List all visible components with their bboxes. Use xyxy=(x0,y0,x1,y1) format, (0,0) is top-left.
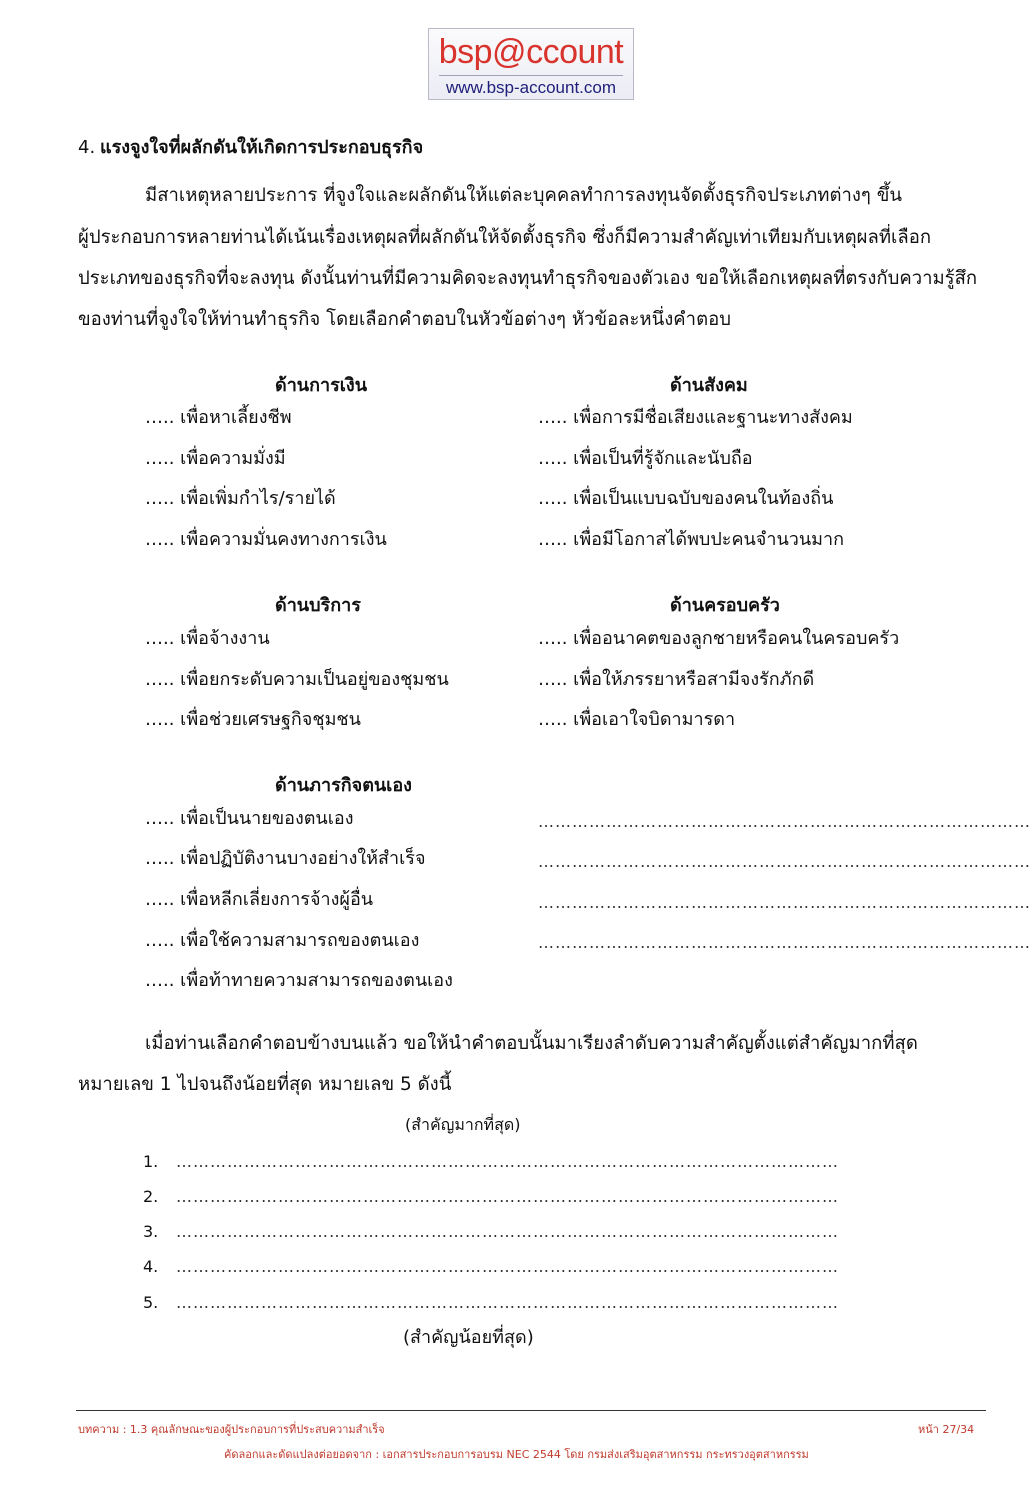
intro-line-3: ประเภทของธุรกิจที่จะลงทุน ดังนั้นท่านที่มีความคิดจะลงทุนทำธุรกิจของตัวเอง ขอให้เลือกเหตุผลที่ตรงกับความรู้สึก xyxy=(78,268,978,289)
rank-answer-line[interactable]: ……………………………………………………………………………………………………… xyxy=(176,1257,839,1276)
logo-brand: bsp@ccount xyxy=(438,33,624,71)
group-personal-title: ด้านภารกิจตนเอง xyxy=(275,775,412,796)
rank-bottom-label: (สำคัญน้อยที่สุด) xyxy=(403,1327,534,1348)
personal-option: ….. เพื่อหลีกเลี่ยงการจ้างผู้อื่น xyxy=(145,889,374,910)
intro-line-2: ผู้ประกอบการหลายท่านได้เน้นเรื่องเหตุผลที่ผลักดันให้จัดตั้งธุรกิจ ซึ่งก็มีความสำคัญเท่าเทียมกับเหตุผลที่เลือก xyxy=(78,227,932,248)
finance-option: ….. เพื่อความมั่นคงทางการเงิน xyxy=(145,529,387,550)
personal-option: ….. เพื่อปฏิบัติงานบางอย่างให้สำเร็จ xyxy=(145,848,426,869)
write-in-line[interactable]: …………………………………………………………………………… xyxy=(538,933,1031,952)
logo-divider xyxy=(439,75,623,76)
group-service-title: ด้านบริการ xyxy=(275,595,361,616)
footer-source: คัดลอกและดัดแปลงต่อยอดจาก : เอกสารประกอบการอบรม NEC 2544 โดย กรมส่งเสริมอุตสาหกรรม กระทรวงอุตสาหกรรม xyxy=(224,1448,809,1461)
social-option: ….. เพื่อเป็นแบบฉบับของคนในท้องถิ่น xyxy=(538,488,834,509)
ranking-instruction-1: เมื่อท่านเลือกคำตอบข้างบนแล้ว ขอให้นำคำตอบนั้นมาเรียงลำดับความสำคัญตั้งแต่สำคัญมากที่สุด xyxy=(145,1033,918,1054)
finance-option: ….. เพื่อหาเลี้ยงชีพ xyxy=(145,407,292,428)
logo xyxy=(428,28,634,100)
section-title: แรงจูงใจที่ผลักดันให้เกิดการประกอบธุรกิจ xyxy=(100,137,424,158)
group-finance-title: ด้านการเงิน xyxy=(275,375,368,396)
personal-option: ….. เพื่อใช้ความสามารถของตนเอง xyxy=(145,930,420,951)
rank-answer-line[interactable]: ……………………………………………………………………………………………………… xyxy=(176,1293,839,1312)
intro-line-4: ของท่านที่จูงใจให้ท่านทำธุรกิจ โดยเลือกคำตอบในหัวข้อต่างๆ หัวข้อละหนึ่งคำตอบ xyxy=(78,309,731,330)
personal-option: ….. เพื่อเป็นนายของตนเอง xyxy=(145,808,354,829)
section-number: 4. xyxy=(78,137,96,158)
logo-url: www.bsp-account.com xyxy=(445,78,617,97)
service-option: ….. เพื่อยกระดับความเป็นอยู่ของชุมชน xyxy=(145,669,449,690)
rank-answer-line[interactable]: ……………………………………………………………………………………………………… xyxy=(176,1187,839,1206)
rank-number: 1. xyxy=(143,1152,159,1171)
personal-option: ….. เพื่อท้าทายความสามารถของตนเอง xyxy=(145,970,453,991)
social-option: ….. เพื่อการมีชื่อเสียงและฐานะทางสังคม xyxy=(538,407,853,428)
write-in-line[interactable]: …………………………………………………………………………… xyxy=(538,893,1031,912)
footer-page-number: หน้า 27/34 xyxy=(918,1423,975,1436)
write-in-line[interactable]: …………………………………………………………………………… xyxy=(538,812,1031,831)
group-family-title: ด้านครอบครัว xyxy=(670,595,780,616)
finance-option: ….. เพื่อเพิ่มกำไร/รายได้ xyxy=(145,488,336,509)
footer-divider xyxy=(76,1410,986,1411)
family-option: ….. เพื่อให้ภรรยาหรือสามีจงรักภักดี xyxy=(538,669,815,690)
service-option: ….. เพื่อช่วยเศรษฐกิจชุมชน xyxy=(145,709,361,730)
rank-answer-line[interactable]: ……………………………………………………………………………………………………… xyxy=(176,1222,839,1241)
rank-number: 2. xyxy=(143,1187,159,1206)
rank-number: 3. xyxy=(143,1222,159,1241)
ranking-instruction-2: หมายเลข 1 ไปจนถึงน้อยที่สุด หมายเลข 5 ดังนี้ xyxy=(78,1074,452,1095)
social-option: ….. เพื่อมีโอกาสได้พบปะคนจำนวนมาก xyxy=(538,529,845,550)
family-option: ….. เพื่ออนาคตของลูกชายหรือคนในครอบครัว xyxy=(538,628,900,649)
service-option: ….. เพื่อจ้างงาน xyxy=(145,628,270,649)
intro-line-1: มีสาเหตุหลายประการ ที่จูงใจและผลักดันให้แต่ละบุคคลทำการลงทุนจัดตั้งธุรกิจประเภทต่างๆ ขึ้น xyxy=(145,185,903,206)
rank-number: 5. xyxy=(143,1293,159,1312)
family-option: ….. เพื่อเอาใจบิดามารดา xyxy=(538,709,736,730)
rank-top-label: (สำคัญมากที่สุด) xyxy=(405,1115,521,1134)
social-option: ….. เพื่อเป็นที่รู้จักและนับถือ xyxy=(538,448,753,469)
group-social-title: ด้านสังคม xyxy=(670,375,748,396)
footer-article: บทความ : 1.3 คุณลักษณะของผู้ประกอบการที่ประสบความสำเร็จ xyxy=(78,1423,385,1436)
rank-answer-line[interactable]: ……………………………………………………………………………………………………… xyxy=(176,1152,839,1171)
finance-option: ….. เพื่อความมั่งมี xyxy=(145,448,286,469)
rank-number: 4. xyxy=(143,1257,159,1276)
write-in-line[interactable]: …………………………………………………………………………… xyxy=(538,852,1031,871)
